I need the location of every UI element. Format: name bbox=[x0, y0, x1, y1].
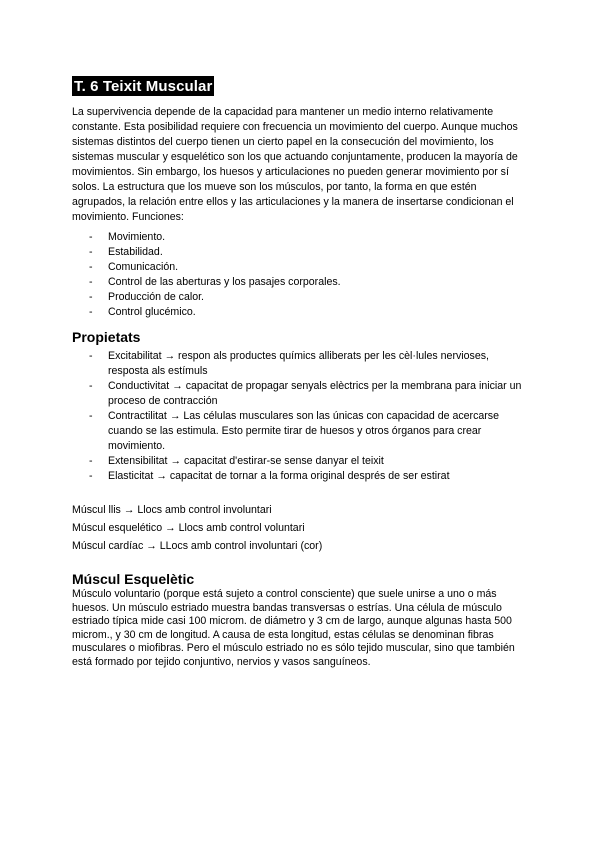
list-item: - Conductivitat → capacitat de propagar senyals elèctrics per la membrana para iniciar un proceso de contracción bbox=[72, 379, 528, 409]
functions-list bbox=[72, 230, 528, 320]
muscle-type-line: Múscul llis → Llocs amb control involuntari bbox=[72, 504, 272, 516]
list-item: - Movimiento. bbox=[72, 230, 528, 245]
muscle-types bbox=[72, 501, 528, 555]
intro-paragraph: La supervivencia depende de la capacidad para mantener un medio interno relativamente constante. Esta posibilidad requiere con frecuencia un movimiento del cuerpo. Aunque muchos sistemas distintos del cuerpo tienen un cierto papel en la consecución del movimiento, los sistemas muscular y esquelético son los que actuando conjuntamente, producen la mayoría de movimientos. Sin embargo, los huesos y articulaciones no pueden generar movimiento por sí solos. La estructura que los mueve son los músculos, por tanto, la forma en que estén agrupados, la relación entre ellos y las articulaciones y la manera de insertarse condicionan el movimiento. Funciones: bbox=[72, 106, 518, 223]
document-page bbox=[72, 76, 528, 669]
skeletal-paragraph: Músculo voluntario (porque está sujeto a control consciente) que suele unirse a uno o más huesos. Un músculo estriado muestra bandas transversas o estrías. Una célula de músculo estriado típica mide casi 100 microm. de diámetro y 3 cm de largo, aunque algunas hasta 500 microm., y 30 cm de longitud. A causa de esta longitud, estas células se denominan fibras musculares o miofibras. Pero el músculo estriado no es sólo tejido muscular, sino que también está formado por tejido conjuntivo, nervios y vasos sanguíneos. bbox=[72, 588, 515, 668]
list-item: - Estabilidad. bbox=[72, 245, 528, 260]
muscle-type-line: Múscul cardíac → LLocs amb control involuntari (cor) bbox=[72, 540, 323, 552]
properties-list bbox=[72, 349, 528, 484]
list-item: - Control glucémico. bbox=[72, 305, 528, 320]
list-item: - Elasticitat → capacitat de tornar a la forma original després de ser estirat bbox=[72, 469, 528, 484]
list-item: - Contractilitat → Las células musculares son las únicas con capacidad de acercarse cuando se las estimula. Esto permite tirar de huesos y otros órganos para crear movimiento. bbox=[72, 409, 528, 454]
list-item: - Extensibilitat → capacitat d'estirar-se sense danyar el teixit bbox=[72, 454, 528, 469]
page-title: T. 6 Teixit Muscular bbox=[74, 78, 213, 95]
list-item: - Comunicación. bbox=[72, 260, 528, 275]
muscle-type-line: Múscul esquelético → Llocs amb control voluntari bbox=[72, 522, 305, 534]
list-item: - Excitabilitat → respon als productes químics alliberats per les cèl·lules nervioses, resposta als estímuls bbox=[72, 349, 528, 379]
list-item: - Producción de calor. bbox=[72, 290, 528, 305]
skeletal-heading: Múscul Esquelètic bbox=[72, 571, 195, 587]
properties-heading: Propietats bbox=[72, 329, 141, 345]
list-item: - Control de las aberturas y los pasajes corporales. bbox=[72, 275, 528, 290]
